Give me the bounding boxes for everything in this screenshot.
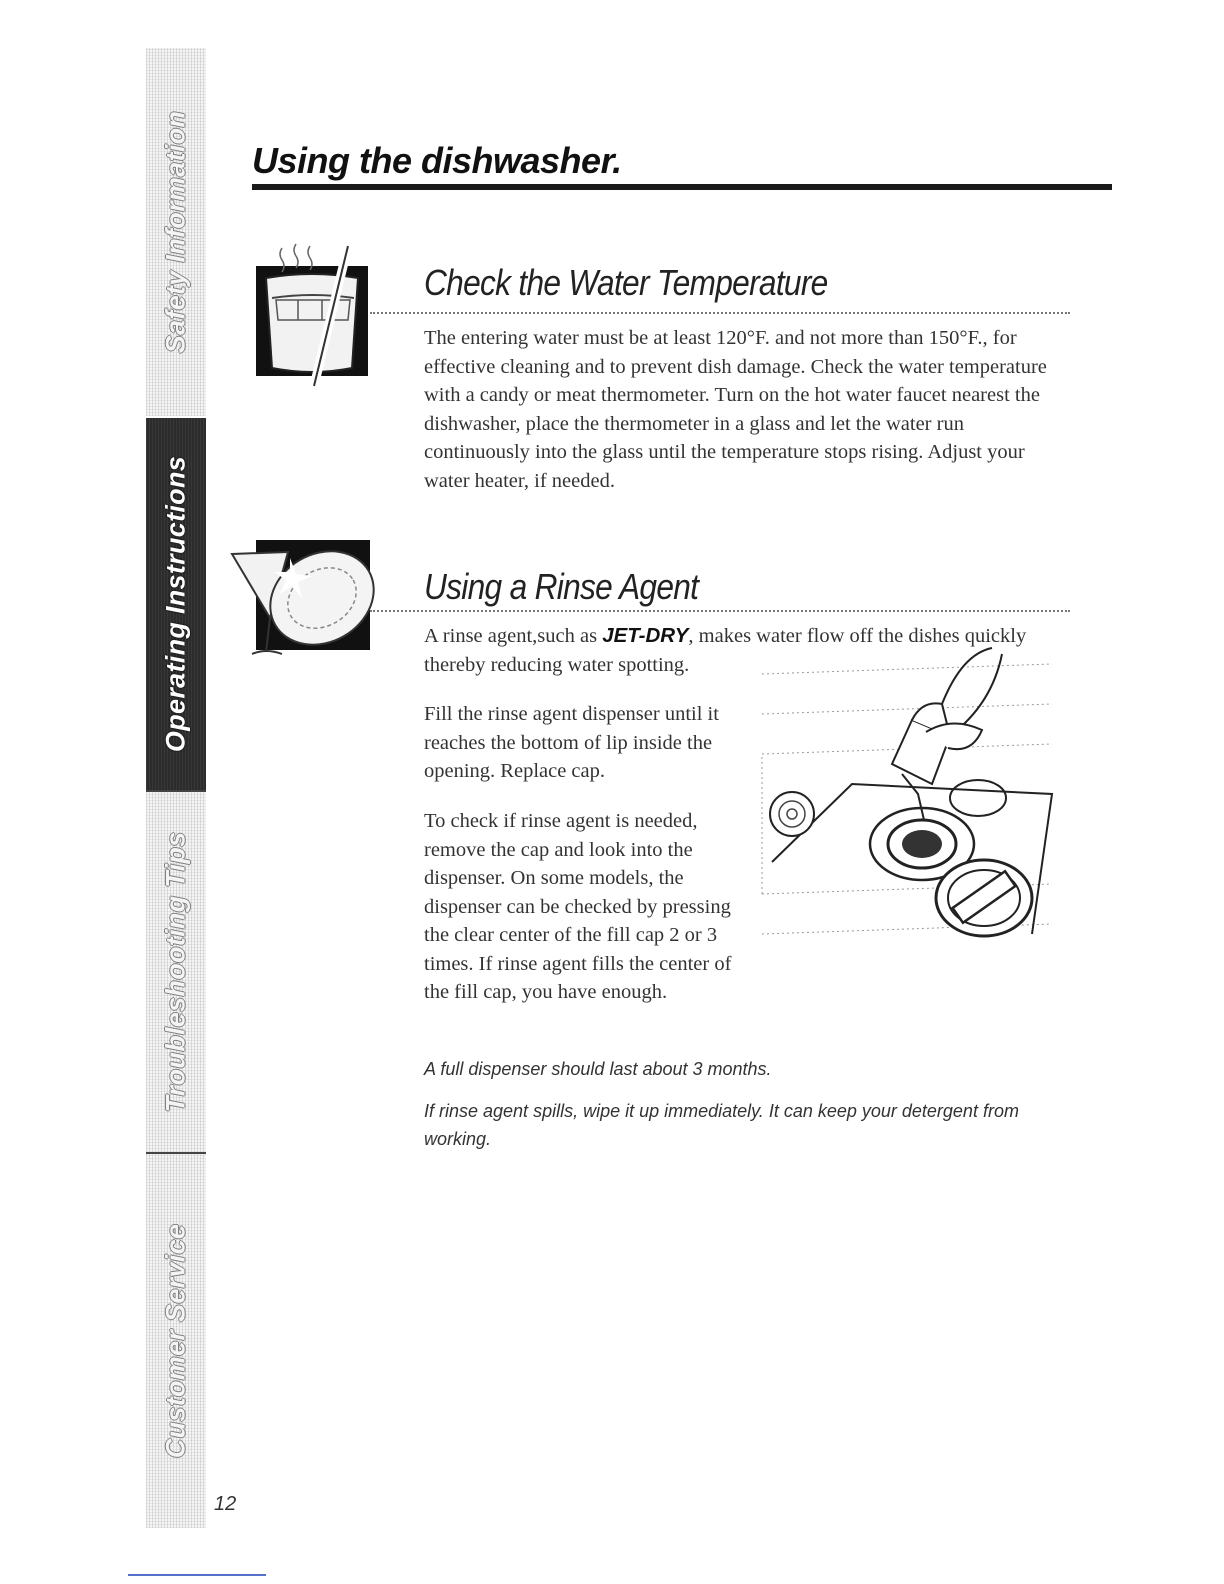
glass-and-plate-icon <box>226 536 376 672</box>
section-heading-rinse-agent: Using a Rinse Agent <box>424 566 699 607</box>
section-rule <box>370 610 1070 612</box>
fill-instructions-paragraph: Fill the rinse agent dispenser until it reaches the bottom of lip inside the opening. Replace cap. <box>424 703 719 782</box>
tab-operating-instructions[interactable] <box>146 418 206 790</box>
tab-label: Safety Information <box>160 110 191 354</box>
bottom-rule <box>128 1574 266 1576</box>
water-temperature-paragraph: The entering water must be at least 120°F. and not more than 150°F., for effective cleaning and to prevent dish damage. Check the water temperature with a candy or meat thermometer. Turn on the hot water faucet nearest the dishwasher, place the thermometer in a glass and let the water run continuously into the glass until the temperature stops rising. Adjust your water heater, if needed. <box>424 327 1047 492</box>
page-number: 12 <box>214 1493 237 1515</box>
tab-label: Troubleshooting Tips <box>160 831 191 1113</box>
title-rule <box>252 184 1112 190</box>
rinse-agent-intro-end: , makes water flow off the dishes quickly thereby reducing water spotting. <box>424 625 1027 676</box>
thermometer-glass-icon <box>252 240 374 390</box>
check-instructions-paragraph: To check if rinse agent is needed, remove the cap and look into the dispenser. On some models, the dispenser can be checked by pressing the clear center of the fill cap 2 or 3 times. If rinse agent fills the center of the fill cap, you have enough. <box>424 810 732 1003</box>
rinse-agent-dispenser-illustration <box>752 644 1068 956</box>
dispenser-duration-note: A full dispenser should last about 3 months. <box>424 1059 772 1079</box>
jet-dry-brand: JET-DRY <box>602 624 689 647</box>
section-heading-water-temperature: Check the Water Temperature <box>424 262 828 303</box>
spill-warning-note: If rinse agent spills, wipe it up immediately. It can keep your detergent from working. <box>424 1101 1019 1149</box>
tab-label: Customer Service <box>160 1223 191 1459</box>
side-tab-strip <box>146 48 206 1528</box>
tab-troubleshooting-tips[interactable] <box>146 792 206 1152</box>
page-title: Using the dishwasher. <box>252 140 622 181</box>
section-rule <box>370 312 1070 314</box>
tab-safety-information[interactable] <box>146 48 206 416</box>
tab-customer-service[interactable] <box>146 1154 206 1528</box>
rinse-agent-intro-start: A rinse agent,such as <box>424 625 603 647</box>
tab-label: Operating Instructions <box>160 455 191 753</box>
